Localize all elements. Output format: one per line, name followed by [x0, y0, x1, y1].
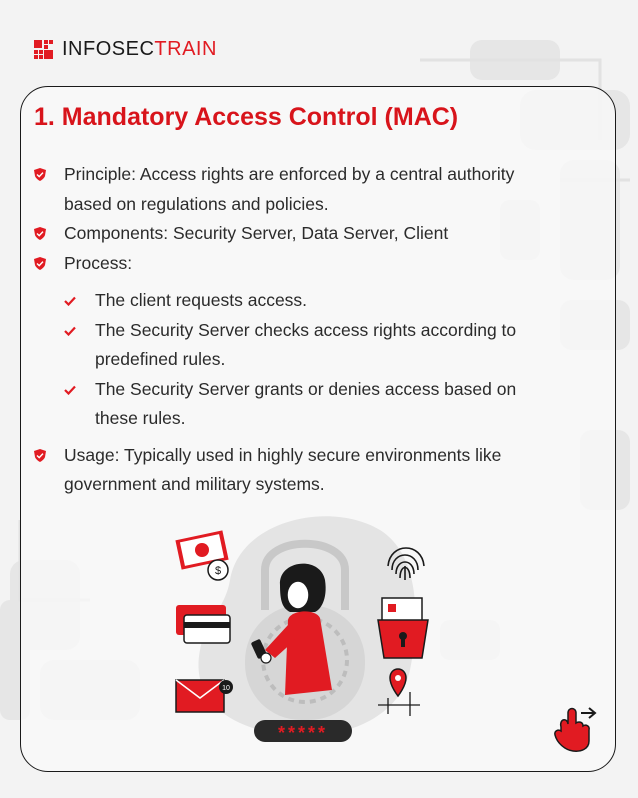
- bullet-text-line: The Security Server checks access rights according to: [95, 319, 517, 340]
- sub-bullet-item: [34, 316, 554, 375]
- bullet-item: [34, 160, 554, 219]
- sub-bullet-item: [34, 375, 554, 434]
- money-icon: [175, 530, 228, 580]
- envelope-icon: [176, 680, 233, 712]
- brand-name: [62, 38, 217, 61]
- bullet-item: [34, 249, 554, 279]
- check-icon: [64, 385, 76, 395]
- bullet-text-line: Process:: [64, 252, 133, 273]
- password-field: *****: [254, 720, 352, 742]
- bullet-text-line: Principle: Access rights are enforced by a central authority: [64, 164, 515, 184]
- sub-bullet-item: [34, 286, 554, 316]
- bullet-text-line: predefined rules.: [95, 349, 226, 369]
- check-icon: [64, 326, 76, 336]
- bullet-text-line: these rules.: [95, 408, 186, 428]
- spacer: [34, 434, 554, 441]
- bullet-list: [34, 160, 554, 500]
- bullet-text-line: The Security Server grants or denies access based on: [95, 378, 517, 399]
- bullet-text-line: Components: Security Server, Data Server, Client: [64, 223, 449, 243]
- bullet-item: [34, 219, 554, 249]
- check-icon: [64, 296, 76, 306]
- brand-name-part1: INFOSEC: [62, 38, 155, 60]
- bullet-text-line: The client requests access.: [95, 290, 308, 310]
- brand-name-part2: TRAIN: [154, 38, 217, 60]
- bullet-text-line: Usage: Typically used in highly secure environments like: [64, 444, 502, 465]
- bullet-text-line: based on regulations and policies.: [64, 193, 329, 214]
- security-illustration: [170, 500, 440, 745]
- page-title: 1. Mandatory Access Control (MAC): [34, 103, 459, 131]
- bullet-text-line: government and military systems.: [64, 474, 325, 494]
- shield-bullet-icon: [34, 449, 46, 462]
- badge-count: 10: [222, 685, 230, 692]
- tap-hand-icon: [551, 705, 597, 753]
- bullet-item: [34, 441, 554, 500]
- brand-logo: [34, 38, 217, 61]
- shield-bullet-icon: [34, 257, 46, 270]
- infosectrain-logo-icon: [34, 40, 54, 60]
- spacer: [34, 278, 554, 286]
- credit-card-icon: [176, 605, 230, 643]
- svg-text:$: $: [214, 565, 222, 577]
- shield-bullet-icon: [34, 168, 46, 181]
- folder-lock-icon: [378, 598, 428, 658]
- shield-bullet-icon: [34, 227, 46, 240]
